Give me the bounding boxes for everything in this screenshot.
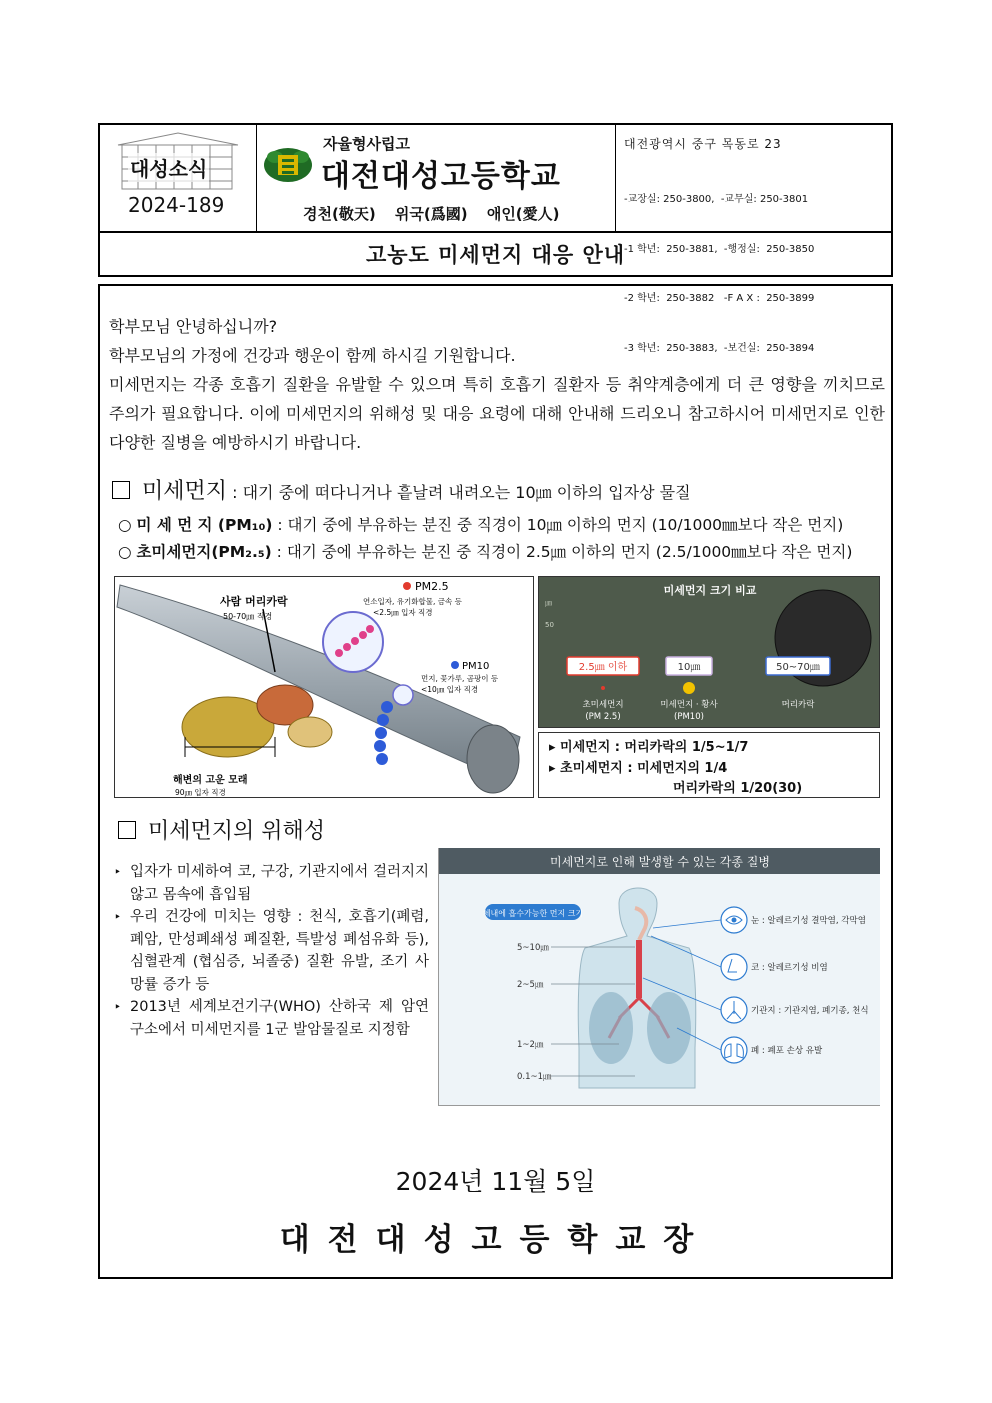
newsletter-cell [100,125,257,231]
size-label: 5~10㎛ [517,943,549,953]
pm25-desc: 연소입자, 유기화합물, 금속 등 [363,597,462,606]
pm25-name-sub: (PM 2.5) [585,712,621,722]
school-cell [257,125,616,231]
definition-pm25 [118,540,852,562]
pm25-name: 초미세먼지 [582,700,624,710]
section-harm [118,814,325,845]
pm10-name-sub: (PM10) [674,712,704,722]
disease-eye: 눈 : 알레르기성 결막염, 각막염 [751,916,866,926]
section-fine-dust [112,474,691,505]
school-emblem-icon [263,145,313,183]
size-label: 2~5㎛ [517,980,544,990]
document-title: 고농도 미세먼지 대응 안내 [98,231,893,277]
pm10-label: PM10 [462,661,490,672]
school-address: 대전광역시 중구 목동로 23 [624,137,782,151]
newsletter-title: 대성소식 [128,153,209,182]
pm25-size-dot [601,686,605,690]
school-subtitle: 자율형사립고 [323,135,410,153]
principal-signature: 대전대성고등학교장 [279,1222,712,1258]
pm10-size: <10㎛ 입자 직경 [421,685,479,694]
phone-line: -2 학년: 250-3882 -F A X : 250-3899 [624,293,815,304]
comparison-note-3: 머리카락의 1/20(30) [673,781,803,796]
hair-cross-section [467,725,519,793]
pm10-desc: 먼지, 꽃가루, 곰팡이 등 [421,674,499,683]
definition-term: 미 세 먼 지 (PM₁₀) [136,516,273,534]
comparison-notes [538,732,880,798]
pm10-magnified-circle [393,685,413,705]
comparison-note-1: ▸ 미세먼지 : 머리카락의 1/5~1/7 [549,740,749,755]
sand-grain [288,717,332,747]
phone-line: -3 학년: 250-3883, -보건실: 250-3894 [624,342,815,354]
sand-label: 해변의 고운 모래 [173,775,248,786]
definition-term: 초미세먼지(PM₂.₅) [136,543,272,561]
content-box [98,284,893,1279]
newsletter-number: 2024-189 [128,193,225,217]
hair-name: 머리카락 [781,700,815,710]
body-figure-title: 미세먼지로 인해 발생할 수 있는 각종 질병 [550,855,770,869]
intro-line-1: 학부모님의 가정에 건강과 행운이 함께 하시길 기원합니다. [109,346,516,365]
pm25-label: PM2.5 [415,580,449,593]
section-heading: 미세먼지 [142,479,228,504]
harm-item: ‣ 우리 건강에 미치는 영향 : 천식, 호흡기(폐렴, 폐암, 만성폐쇄성 폐질환, 특발성 폐섬유화 등), 심혈관계 (협심증, 뇌졸중) 질환 유발, 조기 사망률 증가 등 [114,906,429,996]
callout-label: 체내에 흡수가능한 먼지 크기 [482,909,584,918]
comparison-title: 미세먼지 크기 비교 [663,584,757,597]
phone-line: -1 학년: 250-3881, -행정실: 250-3850 [624,243,815,255]
greeting: 학부모님 안녕하십니까? [109,317,278,336]
axis-unit: ㎛ [545,599,552,607]
definition-pm10 [118,513,843,535]
figure-hair-particles [114,576,534,798]
axis-tick-50: 50 [545,621,554,629]
comparison-note-2: ▸ 초미세먼지 : 미세먼지의 1/4 [549,761,728,776]
hair-label: 사람 머리카락 [220,595,288,608]
pm25-size-label: 2.5㎛ 이하 [578,662,628,673]
checkbox-square-icon [118,821,136,839]
disease-nose: 코 : 알레르기성 비염 [751,963,828,973]
contact-cell [616,125,891,354]
section-heading: 미세먼지의 위해성 [148,819,326,844]
pm25-size: <2.5㎛ 입자 직경 [373,608,433,617]
harm-list [114,861,429,1041]
figure-body-diseases [438,848,880,1106]
figure-size-comparison [538,576,880,728]
checkbox-square-icon [112,481,130,499]
school-name: 대전대성고등학교 [321,159,561,194]
issue-date: 2024년 11월 5일 [395,1167,596,1196]
harm-item: ‣ 2013년 세계보건기구(WHO) 산하국 제 암연구소에서 미세먼지를 1군 발암물질로 지정함 [114,996,429,1041]
definition-text: : 대기 중에 부유하는 분진 중 직경이 10㎛ 이하의 먼지 (10/1000㎜보다 작은 먼지) [272,516,844,534]
size-label: 1~2㎛ [517,1040,544,1050]
pm10-name: 미세먼지 · 황사 [660,700,718,710]
intro-line-2: 미세먼지는 각종 호흡기 질환을 유발할 수 있으며 특히 호흡기 질환자 등 취약계층에게 더 큰 영향을 끼치므로 주의가 필요합니다. 이에 미세먼지의 위해성 및 대응 요령에 대해 안내해 드리오니 참고하시어 미세먼지로 인한 다양한 질병을 예방하시기 바랍니다. [109,375,885,452]
sand-size: 90㎛ 입자 직경 [175,788,226,797]
hair-size-label: 50~70㎛ [776,662,820,673]
pm10-size-dot [683,682,695,694]
hair-strand [117,585,520,782]
harm-item: ‣ 입자가 미세하여 코, 구강, 기관지에서 걸러지지 않고 몸속에 흡입됨 [114,861,429,906]
disease-lung: 폐 : 폐포 손상 유발 [751,1046,823,1056]
size-label: 0.1~1㎛ [517,1072,552,1082]
nose-icon [721,954,747,980]
hair-size: 50-70㎛ 직경 [223,612,273,621]
definition-text: : 대기 중에 부유하는 분진 중 직경이 2.5㎛ 이하의 먼지 (2.5/1000㎜보다 작은 먼지) [271,543,853,561]
school-motto: 경천(敬天) 위국(爲國) 애인(愛人) [303,205,560,223]
pm10-size-label: 10㎛ [677,662,701,673]
phone-line: -교장실: 250-3800, -교무실: 250-3801 [624,194,809,205]
disease-bronchi: 기관지 : 기관지염, 폐기종, 천식 [751,1006,869,1016]
section-description: : 대기 중에 떠다니거나 흩날려 내려오는 10㎛ 이하의 입자상 물질 [227,483,691,502]
circle-bullet-icon: ○ [118,516,137,534]
circle-bullet-icon: ○ [118,543,137,561]
